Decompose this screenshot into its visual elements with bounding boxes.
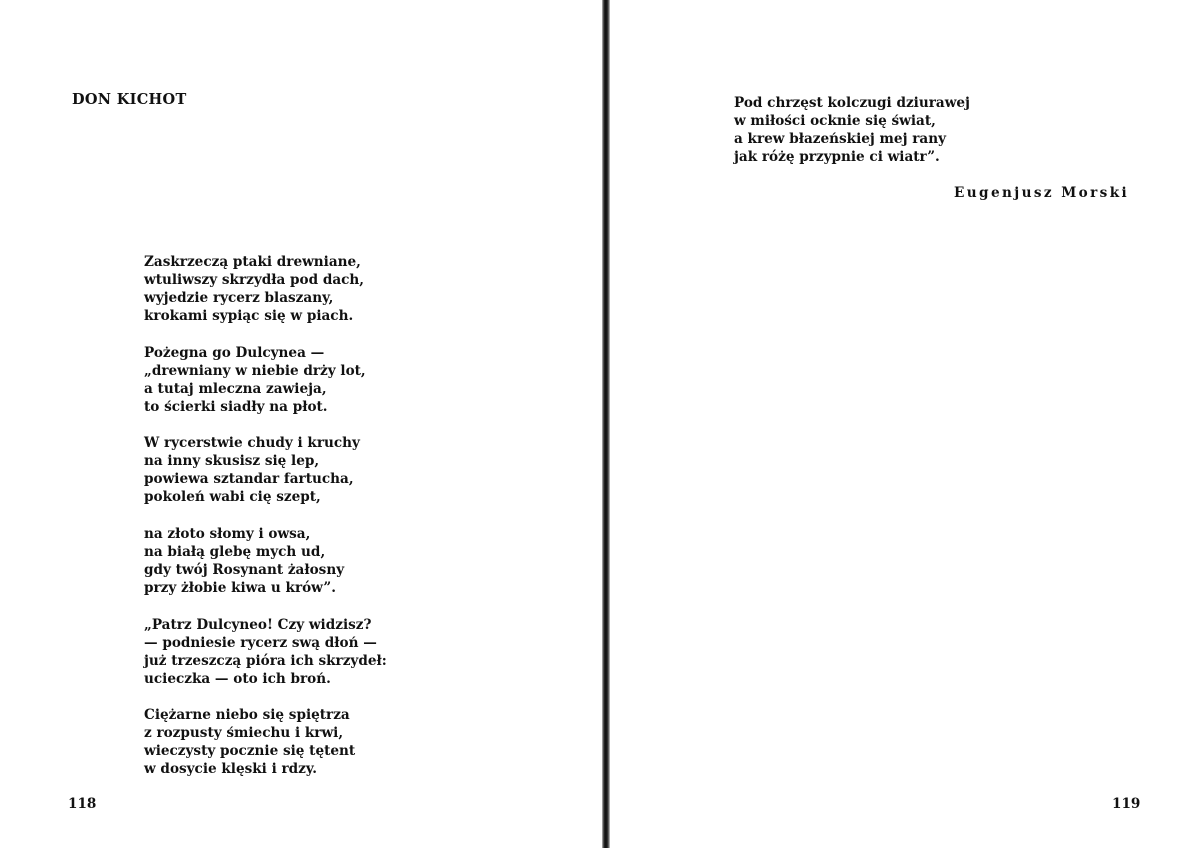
verse-line: Zaskrzeczą ptaki drewniane, bbox=[144, 254, 361, 270]
verse-line: wieczysty pocznie się tętent bbox=[144, 743, 356, 759]
stanza-4 bbox=[144, 525, 344, 597]
stanza-2 bbox=[144, 344, 366, 416]
stanza-6 bbox=[144, 706, 355, 778]
stanza-7 bbox=[734, 94, 970, 166]
verse-line: na inny skusisz się lep, bbox=[144, 453, 320, 469]
stanza-3 bbox=[144, 434, 360, 506]
right-page bbox=[610, 0, 1200, 848]
verse-line: jak różę przypnie ci wiatr”. bbox=[734, 149, 940, 165]
verse-line: a tutaj mleczna zawieja, bbox=[144, 381, 327, 397]
verse-line: na białą glebę mych ud, bbox=[144, 544, 326, 560]
verse-line: pokoleń wabi cię szept, bbox=[144, 489, 321, 505]
verse-line: w miłości ocknie się świat, bbox=[734, 113, 936, 129]
verse-line: na złoto słomy i owsa, bbox=[144, 526, 311, 542]
author-signature: Eugenjusz Morski bbox=[954, 185, 1130, 201]
stanza-1 bbox=[144, 253, 364, 325]
verse-line: krokami sypiąc się w piach. bbox=[144, 308, 354, 324]
page-number-left: 118 bbox=[68, 796, 97, 812]
verse-line: wyjedzie rycerz blaszany, bbox=[144, 290, 334, 306]
poem-title: DON KICHOT bbox=[72, 91, 187, 108]
verse-line: z rozpusty śmiechu i krwi, bbox=[144, 725, 344, 741]
verse-line: przy żłobie kiwa u krów”. bbox=[144, 580, 336, 596]
verse-line: wtuliwszy skrzydła pod dach, bbox=[144, 272, 365, 288]
verse-line: to ścierki siadły na płot. bbox=[144, 399, 328, 415]
page-number-right: 119 bbox=[1112, 796, 1141, 812]
verse-line: — podniesie rycerz swą dłoń — bbox=[144, 635, 377, 651]
verse-line: Ciężarne niebo się spiętrza bbox=[144, 707, 350, 723]
verse-line: a krew błazeńskiej mej rany bbox=[734, 131, 946, 147]
verse-line: Pożegna go Dulcynea — bbox=[144, 345, 325, 361]
verse-line: Pod chrzęst kolczugi dziurawej bbox=[734, 95, 970, 111]
verse-line: W rycerstwie chudy i kruchy bbox=[144, 435, 360, 451]
stanza-5 bbox=[144, 616, 387, 688]
book-gutter bbox=[602, 0, 610, 848]
verse-line: „Patrz Dulcyneo! Czy widzisz? bbox=[144, 617, 372, 633]
verse-line: gdy twój Rosynant żałosny bbox=[144, 562, 345, 578]
verse-line: powiewa sztandar fartucha, bbox=[144, 471, 354, 487]
verse-line: w dosycie klęski i rdzy. bbox=[144, 761, 317, 777]
verse-line: już trzeszczą pióra ich skrzydeł: bbox=[144, 653, 387, 669]
verse-line: „drewniany w niebie drży lot, bbox=[144, 363, 366, 379]
verse-line: ucieczka — oto ich broń. bbox=[144, 671, 331, 687]
